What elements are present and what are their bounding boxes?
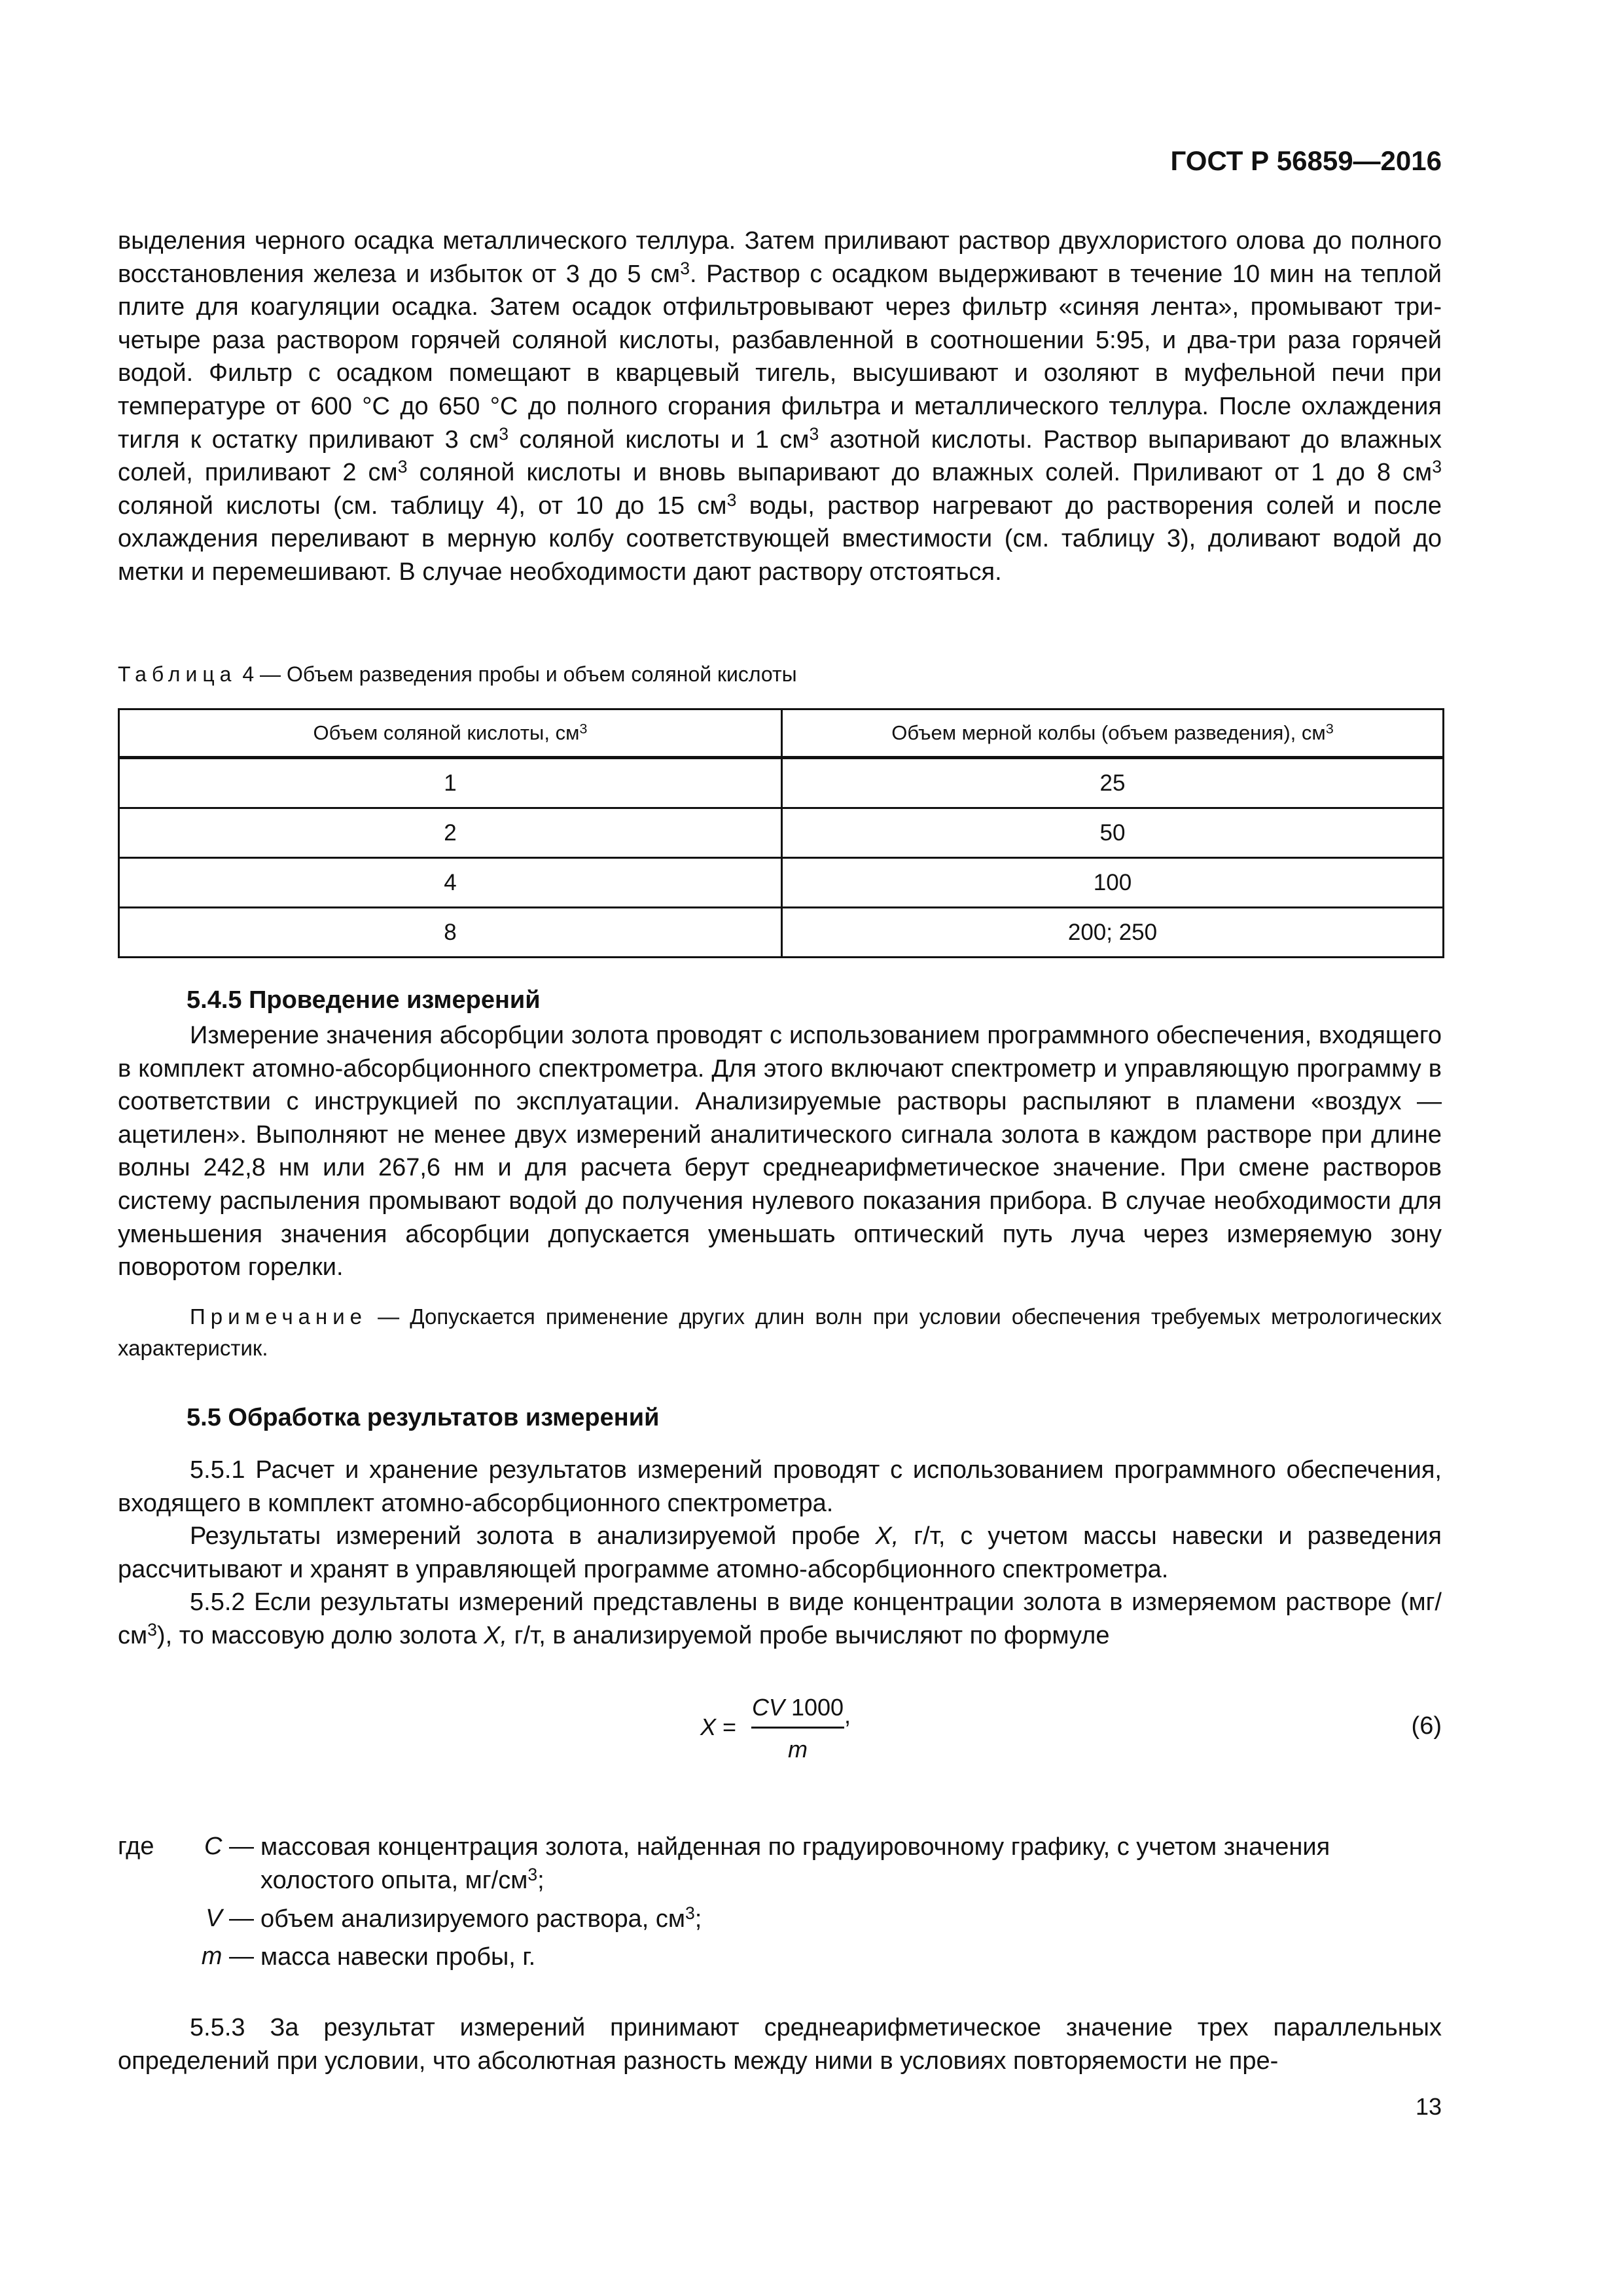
symbol-v: V — [205,1905,254,1932]
fraction-bar [751,1727,844,1729]
formula-lhs: X = [700,1713,737,1740]
section-5-4-5-text: Измерение значения абсорбции золота проводят с использованием программного обеспечения, входящего в комплект атомно-абсорбционного спектрометра. Для этого включают спектрометр и управляющую программу в соответствии с инструкцией по эксплуатации. Анализируемые растворы распыляют в пламени «воздух — ацетилен». Выполняют не менее двух измерений аналитического сигнала золота в каждом растворе при длине волны 242,8 нм или 267,6 нм и для расчета берут среднеарифметическое значение. При смене растворов систему распыления промывают водой до получения нулевого показания прибора. В случае необходимости для уменьшения значения абсорбции допускается уменьшать оптический путь луча через измеряемую зону поворотом горелки. [118,1022,1442,1282]
cell-flask-volume: 200; 250 [782,908,1444,958]
cell-flask-volume: 25 [782,758,1444,808]
paragraph-results: Результаты измерений золота в анализируемой пробе X, г/т, с учетом массы навески и разведения рассчитывают и хранят в управляющей программе атомно-абсорбционного спектрометра. [118,1522,1442,1583]
paragraph-5-5-2: 5.5.2 Если результаты измерений представлены в виде концентрации золота в измеряемом растворе $(мг/см^3)$, то массовую долю золота X, г/т, в анализируемой пробе вычисляют по формуле [118,1588,1442,1649]
table-row [119,858,1444,908]
column-header-acid-volume: Объем соляной кислоты, $см^3$ [119,709,782,758]
where-label: где [118,1833,154,1860]
table-caption: Таблица 4 — Объем разведения пробы и объем соляной кислоты [118,662,797,686]
cell-acid-volume: 4 [119,858,782,908]
cell-acid-volume: 1 [119,758,782,808]
cell-flask-volume: 50 [782,808,1444,858]
document-code: ГОСТ Р 56859—2016 [1170,145,1442,176]
section-heading-5-4-5: 5.4.5 Проведение измерений [187,986,541,1014]
paragraph-5-5-3: 5.5.3 За результат измерений принимают среднеарифметическое значение трех параллельных определений при условии, что абсолютная разность между ними в условиях повторяемости не пре- [118,2014,1442,2075]
definition-m: масса навески пробы, г. [260,1943,536,1971]
section-heading-5-5: 5.5 Обработка результатов измерений [187,1404,660,1431]
paragraph-5-5-1: 5.5.1 Расчет и хранение результатов измерений проводят с использованием программного обеспечения, входящего в комплект атомно-абсорбционного спектрометра. [118,1456,1442,1517]
intro-paragraph: выделения черного осадка металлического теллура. Затем приливают раствор двухлористого олова до полного восстановления железа и избыток от 3 до 5 $см^3$. Раствор с осадком выдерживают в течение 10 мин на теплой плите для коагуляции осадка. Затем осадок отфильтровывают через фильтр «синяя лента», промывают три-четыре раза раствором горячей соляной кислоты, разбавленной в соотношении 5:95, и два-три раза горячей водой. Фильтр с осадком помещают в кварцевый тигель, высушивают и озоляют в муфельной печи при температуре от 600 °С до 650 °С до полного сгорания фильтра и металлического теллура. После охлаждения тигля к остатку приливают 3 $см^3$ соляной кислоты и 1 $см^3$ азотной кислоты. Раствор выпаривают до влажных солей, приливают 2 $см^3$ соляной кислоты и вновь выпаривают до влажных солей. Приливают от 1 до 8 $см^3$ соляной кислоты (см. таблицу 4), от 10 до 15 $см^3$ воды, раствор нагревают до растворения солей и после охлаждения переливают в мерную колбу соответствующей вместимости (см. таблицу 3), доливают водой до метки и перемешивают. В случае необходимости дают раствору отстояться. [118,227,1442,586]
note [118,1301,1442,1364]
cell-flask-volume: 100 [782,858,1444,908]
cell-acid-volume: 2 [119,808,782,858]
table-row [119,758,1444,808]
formula-number: (6) [1411,1712,1442,1740]
table-row [119,808,1444,858]
formula-numerator: CV 1000 [751,1694,844,1721]
table-header-row [119,709,1444,758]
note-label: Примечание [190,1304,368,1329]
definition-v: объем анализируемого раствора, $см^3$; [260,1903,702,1933]
note-text: — Допускается применение других длин волн при условии обеспечения требуемых метрологических характеристик. [118,1304,1442,1360]
symbol-c: C — [204,1833,254,1860]
formula-denominator: m [788,1736,808,1763]
symbol-m: m — [201,1943,254,1970]
column-header-flask-volume: Объем мерной колбы (объем разведения), $см^3$ [782,709,1444,758]
definition-c: массовая концентрация золота, найденная по градуировочному графику, с учетом значения холостого опыта, $мг/см^3$; [260,1833,1330,1894]
acid-volume-table [118,708,1444,958]
table-row [119,908,1444,958]
formula-comma: , [844,1702,851,1729]
cell-acid-volume: 8 [119,908,782,958]
page-number: 13 [1415,2093,1442,2120]
